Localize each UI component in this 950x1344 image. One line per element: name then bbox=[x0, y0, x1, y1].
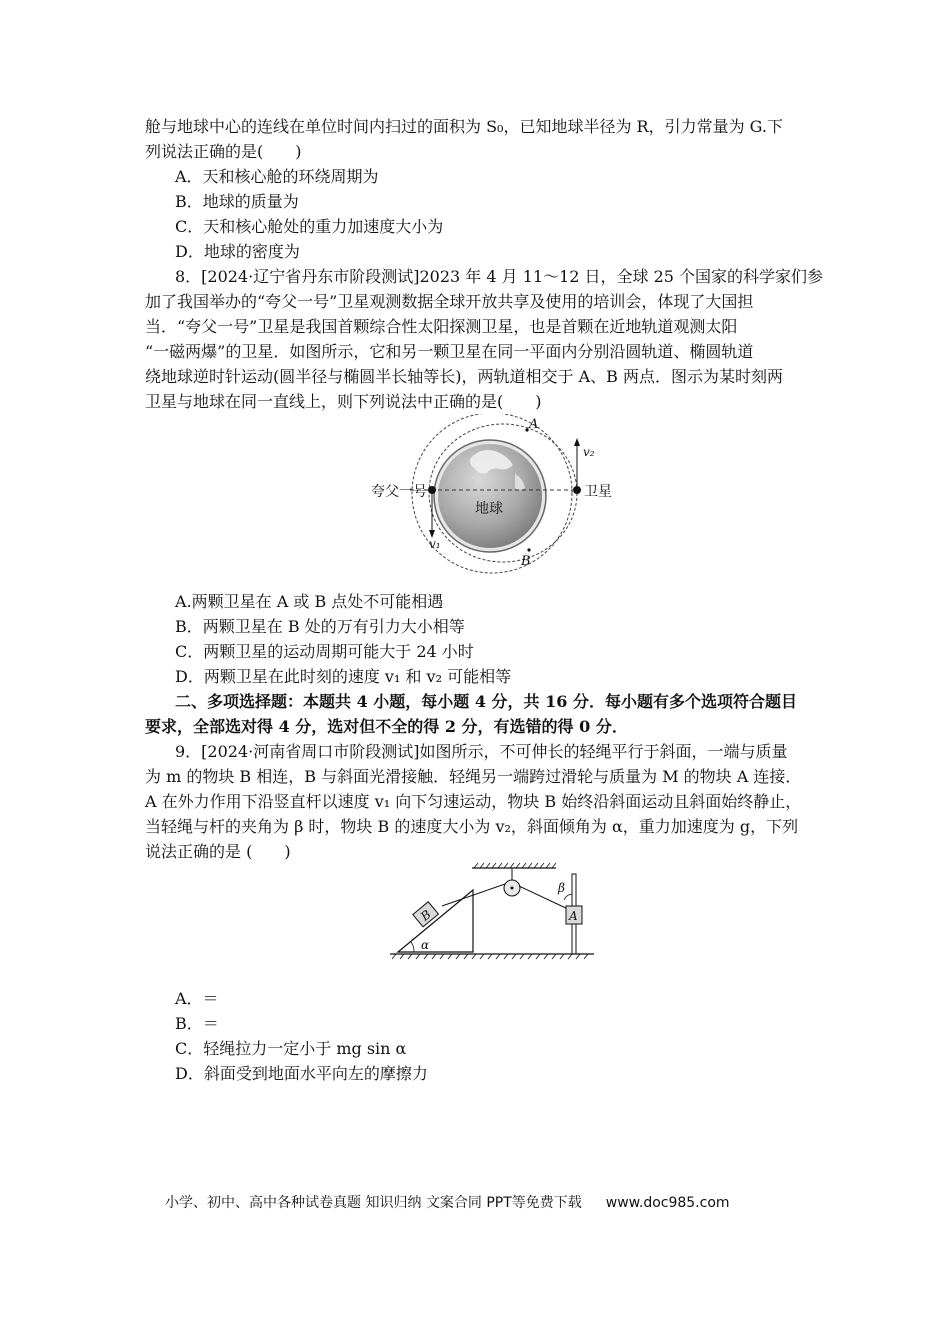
q8-stem-line-3: 当．“夸父一号”卫星是我国首颗综合性太阳探测卫星，也是首颗在近地轨道观测太阳 bbox=[145, 317, 738, 336]
q8-stem-line-2: 加了我国举办的“夸父一号”卫星观测数据全球开放共享及使用的培训会，体现了大国担 bbox=[145, 292, 754, 311]
q8-option-c: C．两颗卫星的运动周期可能大于 24 小时 bbox=[175, 642, 474, 661]
angle-beta-label: β bbox=[558, 881, 565, 895]
orbit-figure bbox=[365, 414, 625, 574]
pulley-figure bbox=[388, 862, 598, 968]
satellite-label: 卫星 bbox=[584, 484, 612, 500]
q9-option-d: D．斜面受到地面水平向左的摩擦力 bbox=[175, 1064, 428, 1083]
q8-option-b: B．两颗卫星在 B 处的万有引力大小相等 bbox=[175, 617, 465, 636]
satellite-dot bbox=[573, 486, 581, 494]
q7-option-a: A．天和核心舱的环绕周期为 bbox=[175, 167, 379, 186]
page-footer bbox=[165, 1192, 730, 1212]
q8-option-d: D．两颗卫星在此时刻的速度 v₁ 和 v₂ 可能相等 bbox=[175, 667, 512, 686]
q8-option-a: A.两颗卫星在 A 或 B 点处不可能相遇 bbox=[175, 592, 444, 611]
block-a-label: A bbox=[569, 909, 578, 923]
q7-stem-line-1: 舱与地球中心的连线在单位时间内扫过的面积为 S₀，已知地球半径为 R，引力常量为 G.下 bbox=[145, 117, 783, 136]
footer-text: 小学、初中、高中各种试卷真题 知识归纳 文案合同 PPT等免费下载 bbox=[165, 1195, 582, 1211]
angle-alpha-label: α bbox=[421, 938, 430, 952]
q7-stem-line-2: 列说法正确的是( ) bbox=[145, 142, 302, 161]
v1-label: v₁ bbox=[429, 537, 441, 551]
q9-stem-line-1: 9．[2024·河南省周口市阶段测试]如图所示，不可伸长的轻绳平行于斜面，一端与质量 bbox=[175, 742, 788, 761]
v2-label: v₂ bbox=[583, 445, 595, 459]
q9-stem-line-3: A 在外力作用下沿竖直杆以速度 v₁ 向下匀速运动，物块 B 始终沿斜面运动且斜面始终静止， bbox=[145, 792, 802, 811]
q8-stem-line-5: 绕地球逆时针运动(圆半径与椭圆半长轴等长)，两轨道相交于 A、B 两点．图示为某时刻两 bbox=[145, 367, 783, 386]
block-b-label: B bbox=[417, 907, 434, 924]
q9-option-b: B．＝ bbox=[175, 1014, 219, 1033]
q7-option-b: B．地球的质量为 bbox=[175, 192, 299, 211]
q9-stem-line-5: 说法正确的是 ( ) bbox=[145, 842, 291, 861]
section2-heading-line-2: 要求，全部选对得 4 分，选对但不全的得 2 分，有选错的得 0 分． bbox=[145, 717, 628, 736]
q9-stem-line-2: 为 m 的物块 B 相连，B 与斜面光滑接触．轻绳另一端跨过滑轮与质量为 M 的物块 A 连接． bbox=[145, 767, 802, 786]
q9-option-c: C．轻绳拉力一定小于 mg sin α bbox=[175, 1039, 407, 1058]
earth-label: 地球 bbox=[475, 501, 503, 517]
q8-stem-line-6: 卫星与地球在同一直线上，则下列说法中正确的是( ) bbox=[145, 392, 542, 411]
q8-stem-line-1: 8．[2024·辽宁省丹东市阶段测试]2023 年 4 月 11～12 日，全球 25 个国家的科学家们参 bbox=[175, 267, 824, 286]
q7-option-c: C．天和核心舱处的重力加速度大小为 bbox=[175, 217, 444, 236]
point-b-label: B bbox=[521, 554, 531, 569]
q8-stem-line-4: “一磁两爆”的卫星．如图所示，它和另一颗卫星在同一平面内分别沿圆轨道、椭圆轨道 bbox=[145, 342, 754, 361]
q9-option-a: A．＝ bbox=[175, 989, 219, 1008]
footer-url[interactable]: www.doc985.com bbox=[605, 1195, 730, 1211]
point-a-label: A bbox=[529, 417, 539, 432]
q7-option-d: D．地球的密度为 bbox=[175, 242, 300, 261]
kuafu-label: 夸父一号 bbox=[371, 484, 427, 500]
section2-heading-line-1: 二、多项选择题：本题共 4 小题，每小题 4 分，共 16 分．每小题有多个选项符合题目 bbox=[175, 692, 797, 711]
kuafu-satellite-dot bbox=[428, 486, 436, 494]
q9-stem-line-4: 当轻绳与杆的夹角为 β 时，物块 B 的速度大小为 v₂，斜面倾角为 α，重力加速度为 g，下列 bbox=[145, 817, 799, 836]
